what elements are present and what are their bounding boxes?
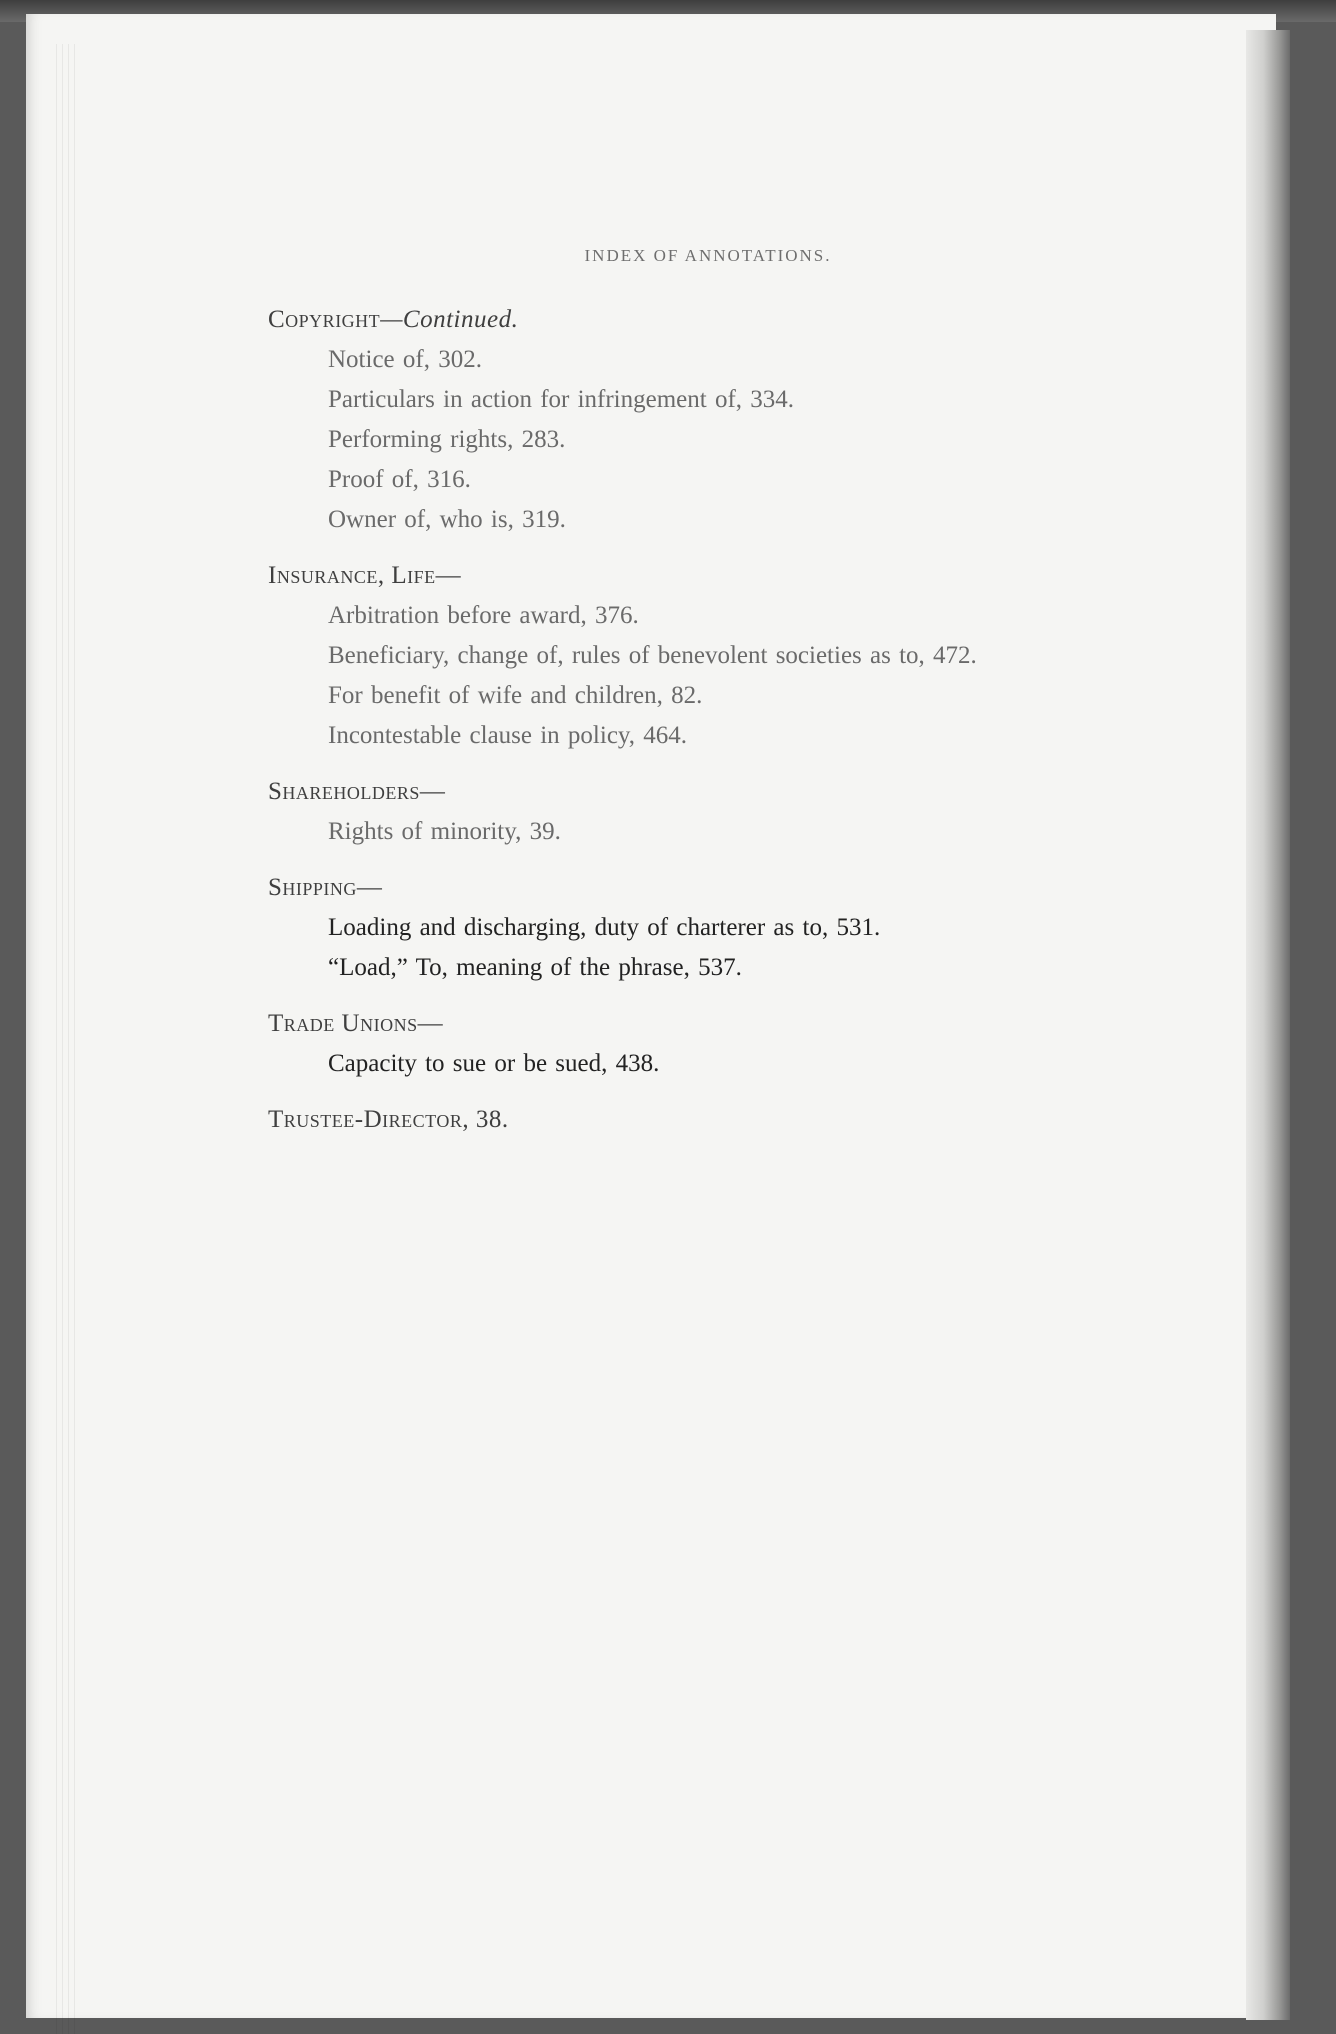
sub-entry: Beneficiary, change of, rules of benevolent societies as to, 472.: [328, 642, 977, 669]
sub-entry: Capacity to sue or be sued, 438.: [328, 1050, 660, 1077]
page-edge-shadow: [1246, 30, 1290, 2020]
sub-entry: “Load,” To, meaning of the phrase, 537.: [328, 954, 742, 981]
entry-heading: Insurance, Life—: [268, 562, 462, 589]
index-entry-shipping: [268, 868, 1138, 988]
sub-entry: Loading and discharging, duty of charterer as to, 531.: [328, 914, 881, 941]
sub-entry: Owner of, who is, 319.: [328, 506, 566, 533]
sub-entry: Proof of, 316.: [328, 466, 471, 493]
sub-entry: Notice of, 302.: [328, 346, 482, 373]
sub-entry: Arbitration before award, 376.: [328, 602, 639, 629]
index-entry-trustee-director: [268, 1100, 1138, 1140]
index-entry-insurance-life: [268, 556, 1138, 756]
index-list: [268, 300, 1138, 1156]
sub-entry: For benefit of wife and children, 82.: [328, 682, 703, 709]
sub-entry: Rights of minority, 39.: [328, 818, 561, 845]
index-entry-copyright: [268, 300, 1138, 540]
sub-entry: Performing rights, 283.: [328, 426, 566, 453]
entry-heading: Trade Unions—: [268, 1010, 444, 1037]
entry-heading: Copyright—Continued.: [268, 306, 519, 333]
continued-label: —Continued.: [380, 306, 519, 333]
sub-entry: Particulars in action for infringement of, 334.: [328, 386, 795, 413]
index-entry-shareholders: [268, 772, 1138, 852]
page-gutter: [56, 44, 80, 2034]
running-head: INDEX OF ANNOTATIONS.: [584, 246, 832, 265]
entry-heading: Trustee-Director, 38.: [268, 1106, 509, 1133]
index-entry-trade-unions: [268, 1004, 1138, 1084]
entry-heading: Shipping—: [268, 874, 383, 901]
sub-entry: Incontestable clause in policy, 464.: [328, 722, 688, 749]
entry-heading: Shareholders—: [268, 778, 446, 805]
